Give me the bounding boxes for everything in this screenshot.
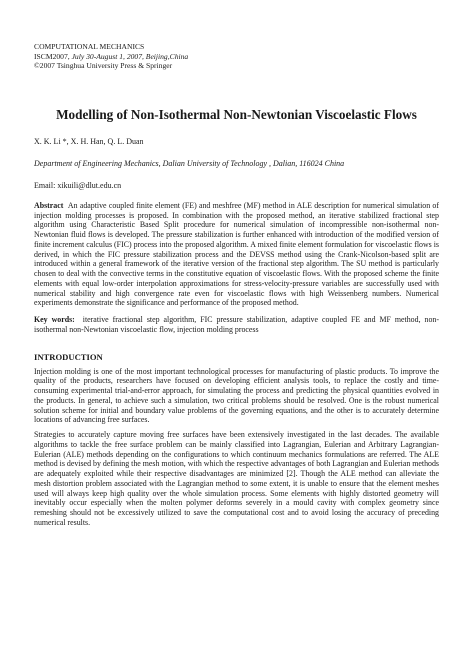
conference-code: ISCM2007, xyxy=(34,51,70,61)
email-label: Email: xyxy=(34,180,56,190)
keywords-text: iterative fractional step algorithm, FIC pressure stabilization, adaptive coupled FE and MF method, non-isothermal non-Newtonian viscoelastic flow, injection molding process xyxy=(34,315,439,334)
section-heading-introduction: INTRODUCTION xyxy=(34,351,103,362)
conference-line xyxy=(34,52,439,62)
contact-email xyxy=(34,181,439,191)
keywords-label: Key words: xyxy=(34,315,75,325)
abstract-text: An adaptive coupled finite element (FE) and meshfree (MF) method in ALE description for numerical simulation of injection molding processes is proposed. In combination with the proposed method, an iterative stabilized fractional step algorithm using Characteristic Based Split procedure for numerical simulation of incompressible non-isothermal non-Newtonian fluid flows is developed. The pressure stabilization is further enhanced with introduction of the modified version of finite increment calculus (FIC) process into the proposed algorithm. A mixed finite element formulation for viscoelastic flows is derived, in which the FIC pressure stabilization process and the DEVSS method using the Crank-Nicolson-based split are introduced within a general framework of the iterative version of the fractional step algorithm. The SU method is particularly chosen to deal with the convective terms in the constitutive equation of viscoelastic flows. With the proposed scheme the finite elements with equal low-order interpolation approximations for stress-velocity-pressure variables are successfully used with numerical stability and high convergence rate even for viscoelastic flows with high Weissenberg numbers. Numerical experiments demonstrate the significance and performance of the proposed method. xyxy=(34,200,440,308)
keywords xyxy=(34,315,439,335)
paragraph: Injection molding is one of the most important technological processes for manufacturing of plastic products. To improve the quality of the products, researchers have focused on developing efficient analysis tools, to replace the costly and time-consuming experimental trial-and-error approach, for simulating the process and predicting the physical quantities evolved in the products. In general, to achieve such a simulation, two critical problems should be resolved. One is the robust numerical solution scheme for initial and boundary value problems of the governing equations, and the other is to accurately determine locations of advancing free surfaces. xyxy=(34,366,439,425)
paper-page xyxy=(34,42,439,528)
abstract-label: Abstract xyxy=(34,200,64,210)
copyright-line: ©2007 Tsinghua University Press & Springer xyxy=(34,61,173,71)
paper-title: Modelling of Non-Isothermal Non-Newtonian Viscoelastic Flows xyxy=(56,106,417,122)
abstract xyxy=(34,201,439,308)
author-affiliation: Department of Engineering Mechanics, Dalian University of Technology , Dalian, 116024 China xyxy=(34,158,345,168)
journal-name: COMPUTATIONAL MECHANICS xyxy=(34,42,145,51)
paragraph: Strategies to accurately capture moving free surfaces have been extensively investigated in the last decades. The available algorithms to tackle the free surface problem can be mainly classified into Lagrangian, Eulerian and Arbitrary Lagrangian-Eulerian (ALE) methods depending on the configurations to which continuum mechanics formulations are referred. The ALE method is devised by defining the mesh motion, with which the respective advantages of both Lagrangian and Eulerian methods are adequately exploited while their respective disadvantages are minimized [2]. Though the ALE method can alleviate the mesh distortion problem associated with the Lagrangian method to some extent, it is unable to ensure that the element meshes used will always keep high quality over the whole simulation process. Some elements with highly distorted geometry will inevitably occur especially when the molten polymer deforms severely in a mould cavity with complex geometry since remeshing should not be excessively utilized to save the computational cost and to avoid losing the accuracy of preceding numerical results. xyxy=(34,430,439,527)
conference-header xyxy=(34,42,439,71)
conference-dates: July 30-August 1, 2007, Beijing,China xyxy=(71,51,189,61)
author-list: X. K. Li *, X. H. Han, Q. L. Duan xyxy=(34,136,144,146)
email-address: xikuili@dlut.edu.cn xyxy=(57,180,122,190)
